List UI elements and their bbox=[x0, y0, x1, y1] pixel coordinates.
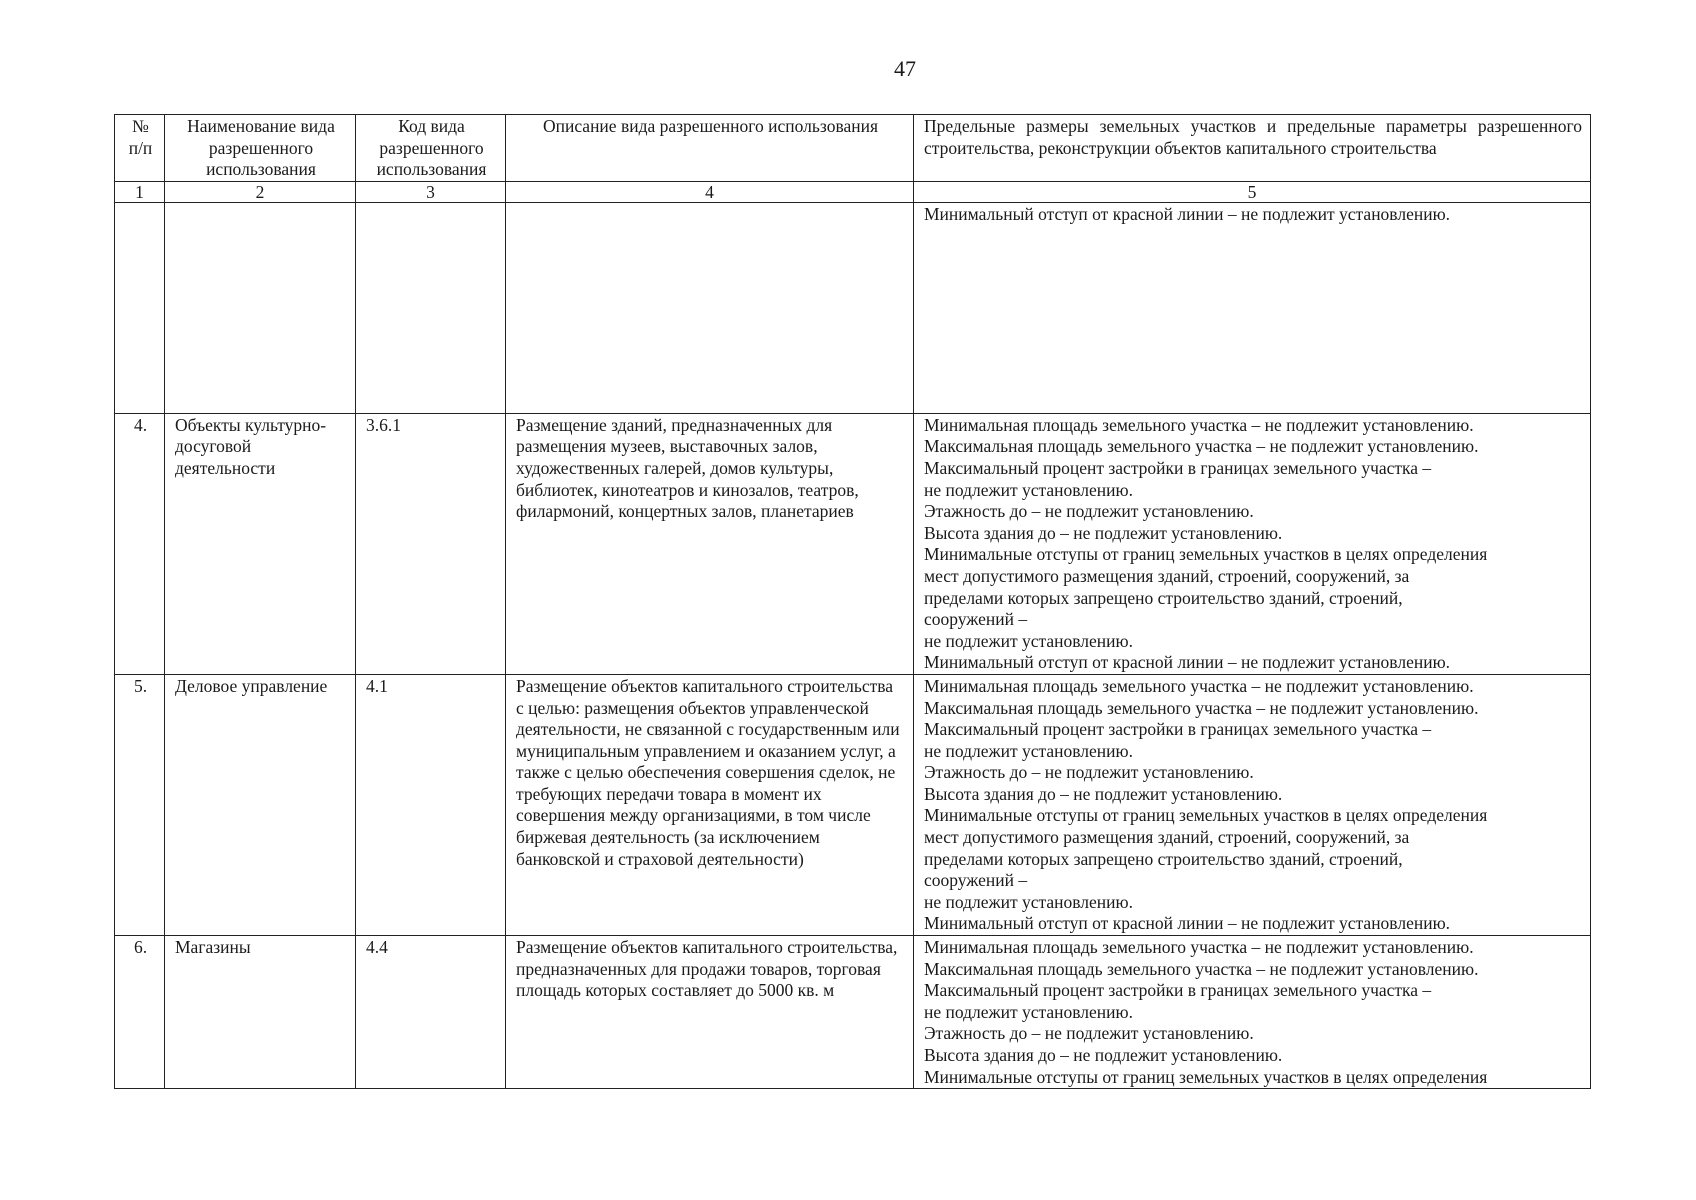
param-line: не подлежит установлению. bbox=[924, 740, 1133, 761]
table-row bbox=[115, 413, 1591, 674]
param-line: Минимальный отступ от красной линии – не подлежит установлению. bbox=[924, 652, 1451, 673]
row-use-name: Магазины bbox=[165, 936, 356, 1089]
row-number: 5. bbox=[115, 674, 165, 935]
param-line: мест допустимого размещения зданий, строений, сооружений, за bbox=[924, 565, 1410, 586]
row-use-description bbox=[506, 202, 914, 413]
row-use-code: 4.4 bbox=[356, 936, 506, 1089]
row-limit-parameters bbox=[914, 202, 1591, 413]
row-use-description: Размещение зданий, предназначенных для размещения музеев, выставочных залов, художественных галерей, домов культуры, библиотек, кинотеатров и кинозалов, театров, филармоний, концертных залов, планетариев bbox=[506, 413, 914, 674]
param-line: сооружений – bbox=[924, 870, 1028, 891]
param-line: Минимальный отступ от красной линии – не подлежит установлению. bbox=[924, 203, 1451, 224]
param-line: Максимальная площадь земельного участка – не подлежит установлению. bbox=[924, 697, 1479, 718]
header-use-description: Описание вида разрешенного использования bbox=[506, 115, 914, 182]
row-limit-parameters bbox=[914, 674, 1591, 935]
column-number: 5 bbox=[914, 181, 1591, 202]
column-number: 4 bbox=[506, 181, 914, 202]
row-limit-parameters bbox=[914, 936, 1591, 1089]
param-line: Высота здания до – не подлежит установлению. bbox=[924, 1045, 1283, 1065]
page-number: 47 bbox=[894, 56, 916, 81]
header-limit-parameters: Предельные размеры земельных участков и предельные параметры разрешенного строительства, реконструкции объектов капитального строительства bbox=[914, 115, 1591, 182]
param-line: Минимальный отступ от красной линии – не подлежит установлению. bbox=[924, 913, 1451, 934]
column-number: 3 bbox=[356, 181, 506, 202]
param-line: Минимальная площадь земельного участка – не подлежит установлению. bbox=[924, 937, 1474, 958]
column-number: 2 bbox=[165, 181, 356, 202]
header-number: № п/п bbox=[115, 115, 165, 182]
permitted-use-table bbox=[114, 114, 1591, 1089]
row-use-description: Размещение объектов капитального строительства с целью: размещения объектов управленческой деятельности, не связанной с государственным или муниципальным управлением и оказанием услуг, а также с целью обеспечения совершения сделок, не требующих передачи товара в момент их совершения между организациями, в том числе биржевая деятельность (за исключением банковской и страховой деятельности) bbox=[506, 674, 914, 935]
param-line: Минимальная площадь земельного участка – не подлежит установлению. bbox=[924, 414, 1474, 435]
param-line: пределами которых запрещено строительство зданий, строений, bbox=[924, 587, 1403, 608]
param-line: Минимальные отступы от границ земельных участков в целях определения bbox=[924, 805, 1488, 826]
param-line: Максимальный процент застройки в границах земельного участка – bbox=[924, 980, 1432, 1001]
param-line: Максимальный процент застройки в границах земельного участка – bbox=[924, 719, 1432, 740]
row-use-code bbox=[356, 202, 506, 413]
column-number-row bbox=[115, 181, 1591, 202]
row-use-description: Размещение объектов капитального строительства, предназначенных для продажи товаров, торговая площадь которых составляет до 5000 кв. м bbox=[506, 936, 914, 1089]
row-use-code: 3.6.1 bbox=[356, 413, 506, 674]
param-line: Максимальный процент застройки в границах земельного участка – bbox=[924, 457, 1432, 478]
param-line: Высота здания до – не подлежит установлению. bbox=[924, 783, 1283, 804]
table-row bbox=[115, 674, 1591, 935]
param-line: Этажность до – не подлежит установлению. bbox=[924, 501, 1254, 522]
table-row bbox=[115, 202, 1591, 413]
row-use-code: 4.1 bbox=[356, 674, 506, 935]
row-number: 4. bbox=[115, 413, 165, 674]
param-line: Минимальные отступы от границ земельных участков в целях определения bbox=[924, 1066, 1488, 1087]
param-line: Минимальная площадь земельного участка – не подлежит установлению. bbox=[924, 675, 1474, 696]
row-use-name bbox=[165, 202, 356, 413]
table-row bbox=[115, 936, 1591, 1089]
row-number: 6. bbox=[115, 936, 165, 1089]
param-line: Максимальная площадь земельного участка – не подлежит установлению. bbox=[924, 436, 1479, 457]
header-use-code: Код вида разрешенного использования bbox=[356, 115, 506, 182]
param-line: мест допустимого размещения зданий, строений, сооружений, за bbox=[924, 827, 1410, 848]
row-use-name: Объекты культурно-досуговой деятельности bbox=[165, 413, 356, 674]
row-use-name: Деловое управление bbox=[165, 674, 356, 935]
param-line: пределами которых запрещено строительство зданий, строений, bbox=[924, 848, 1403, 869]
row-number bbox=[115, 202, 165, 413]
param-line: не подлежит установлению. bbox=[924, 1001, 1133, 1022]
table-header-row bbox=[115, 115, 1591, 182]
param-line: не подлежит установлению. bbox=[924, 479, 1133, 500]
param-line: Минимальные отступы от границ земельных участков в целях определения bbox=[924, 544, 1488, 565]
param-line: сооружений – bbox=[924, 609, 1028, 630]
header-use-name: Наименование вида разрешенного использования bbox=[165, 115, 356, 182]
row-limit-parameters bbox=[914, 413, 1591, 674]
param-line: Максимальная площадь земельного участка – не подлежит установлению. bbox=[924, 958, 1479, 979]
param-line: не подлежит установлению. bbox=[924, 630, 1133, 651]
column-number: 1 bbox=[115, 181, 165, 202]
param-line: Этажность до – не подлежит установлению. bbox=[924, 762, 1254, 783]
param-line: Высота здания до – не подлежит установлению. bbox=[924, 522, 1283, 543]
param-line: Этажность до – не подлежит установлению. bbox=[924, 1023, 1254, 1044]
param-line: не подлежит установлению. bbox=[924, 891, 1133, 912]
